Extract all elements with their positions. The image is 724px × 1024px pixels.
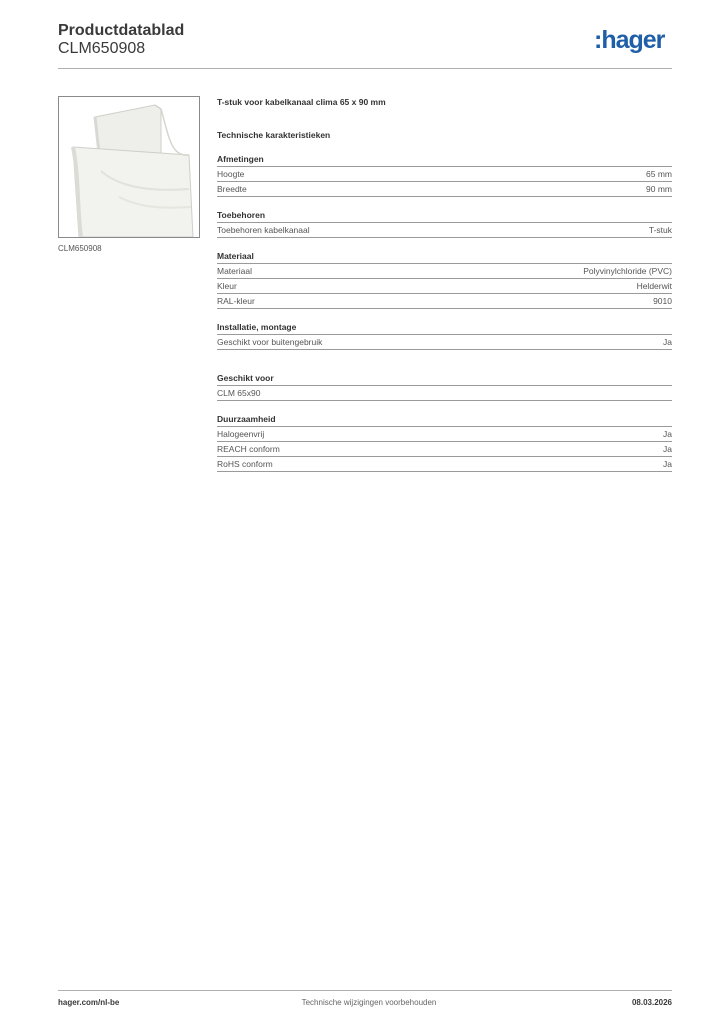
spec-value: 65 mm: [646, 169, 672, 179]
product-name: T-stuk voor kabelkanaal clima 65 x 90 mm: [217, 97, 386, 107]
spec-row: [217, 427, 672, 442]
spec-row: [217, 457, 672, 472]
spec-label: Halogeenvrij: [217, 429, 265, 439]
footer-website-link[interactable]: hager.com/nl-be: [58, 998, 120, 1007]
footer-date: 08.03.2026: [631, 998, 672, 1007]
footer-notice: Technische wijzigingen voorbehouden: [301, 998, 437, 1007]
group-installatie: [217, 321, 672, 350]
group-title: Toebehoren: [217, 209, 672, 223]
group-afmetingen: [217, 153, 672, 197]
product-image: [58, 96, 200, 238]
spec-row: [217, 264, 672, 279]
t-piece-illustration: [59, 97, 199, 237]
spec-row: [217, 182, 672, 197]
group-title: Duurzaamheid: [217, 413, 672, 427]
group-materiaal: [217, 250, 672, 309]
group-title: Geschikt voor: [217, 372, 672, 386]
spec-value: Ja: [663, 337, 672, 347]
spec-value: Polyvinylchloride (PVC): [583, 266, 672, 276]
spec-label: Kleur: [217, 281, 237, 291]
group-title: Materiaal: [217, 250, 672, 264]
spec-label: Geschikt voor buitengebruik: [217, 337, 323, 347]
spec-row: [217, 335, 672, 350]
spec-value: T-stuk: [648, 225, 672, 235]
group-title: Installatie, montage: [217, 321, 672, 335]
hager-logo: [594, 24, 674, 58]
tech-heading: Technische karakteristieken: [217, 130, 331, 140]
group-duurzaamheid: [217, 413, 672, 472]
spec-label: Hoogte: [217, 169, 245, 179]
logo-text: :hager: [594, 26, 665, 54]
spec-value: 9010: [653, 296, 672, 306]
spec-value: Ja: [663, 459, 672, 469]
page-title: Productdatablad: [58, 22, 185, 39]
spec-label: Breedte: [217, 184, 247, 194]
spec-row: [217, 279, 672, 294]
spec-row: [217, 223, 672, 238]
spec-value: Helderwit: [636, 281, 672, 291]
image-caption: CLM650908: [58, 244, 102, 253]
spec-value: Ja: [663, 429, 672, 439]
spec-row: [217, 167, 672, 182]
group-toebehoren: [217, 209, 672, 238]
spec-label: REACH conform: [217, 444, 280, 454]
spec-label: RAL-kleur: [217, 296, 255, 306]
product-details: [217, 96, 672, 472]
spec-label: Toebehoren kabelkanaal: [217, 225, 310, 235]
product-code: CLM650908: [58, 40, 146, 57]
group-title: Afmetingen: [217, 153, 672, 167]
spec-label: CLM 65x90: [217, 388, 261, 398]
header-divider: [58, 68, 672, 69]
spec-row: [217, 294, 672, 309]
spec-label: Materiaal: [217, 266, 252, 276]
footer-divider: [58, 990, 672, 991]
spec-row: [217, 442, 672, 457]
spec-value: Ja: [663, 444, 672, 454]
spec-label: RoHS conform: [217, 459, 273, 469]
spec-value: 90 mm: [646, 184, 672, 194]
group-geschikt-voor: [217, 372, 672, 401]
spec-row: [217, 386, 672, 401]
